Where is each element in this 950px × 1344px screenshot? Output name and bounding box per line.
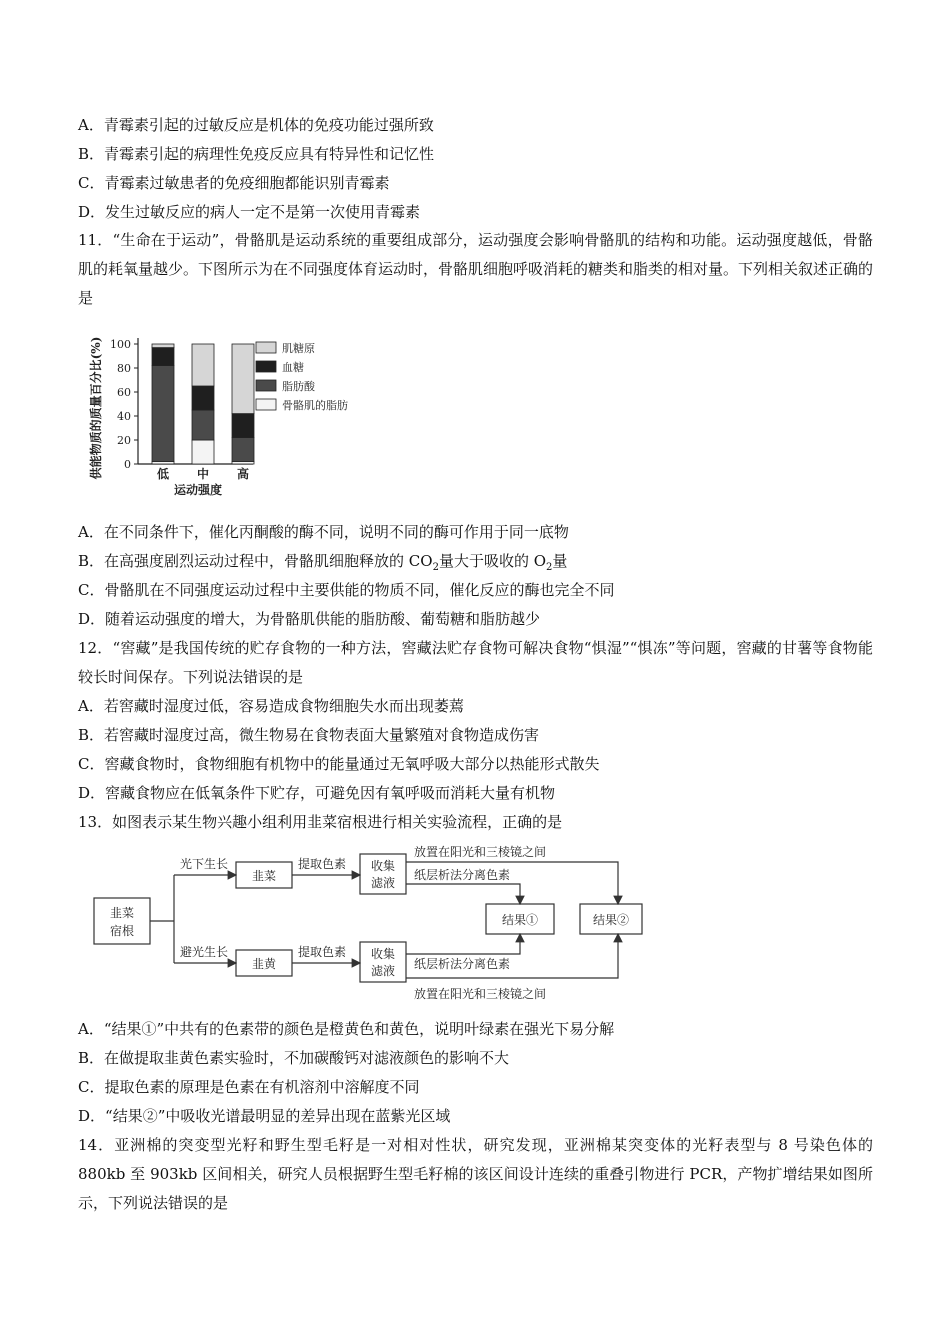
y-tick-label: 100: [110, 338, 131, 351]
y-axis-label: 供能物质的质量百分比(%): [89, 336, 103, 480]
bar-segment: [232, 438, 254, 462]
q11-option-d: D．随着运动强度的增大，为骨骼肌供能的脂肪酸、葡萄糖和脂肪越少: [78, 610, 541, 628]
y-tick-label: 20: [117, 434, 131, 447]
bar-segment: [192, 344, 214, 386]
bar-segment: [232, 414, 254, 438]
prism-top-label: 放置在阳光和三棱镜之间: [414, 845, 547, 859]
q11-option-a: A．在不同条件下，催化丙酮酸的酶不同，说明不同的酶可作用于同一底物: [78, 523, 569, 541]
q11-option-b-text-2: 量大于吸收的 O: [438, 552, 547, 570]
energy-substrate-chart: [78, 316, 378, 502]
result2-label: 结果②: [592, 913, 630, 927]
root-label-2: 宿根: [109, 924, 135, 938]
q12-option-b: B．若窖藏时湿度过高，微生物易在食物表面大量繁殖对食物造成伤害: [78, 726, 540, 744]
x-axis-label: 运动强度: [173, 483, 223, 497]
o2-subscript: 2: [546, 562, 553, 573]
legend-label: 血糖: [282, 361, 304, 374]
bar-segment: [232, 344, 254, 414]
q12-option-d: D．窖藏食物应在低氧条件下贮存，可避免因有氧呼吸而消耗大量有机物: [78, 784, 556, 802]
collect-bottom-label-1: 收集: [370, 947, 396, 961]
q11-option-b: [78, 551, 567, 571]
legend-label: 脂肪酸: [282, 380, 315, 393]
chromatography-top-label: 纸层析法分离色素: [414, 868, 511, 882]
q13-stem: 13．如图表示某生物兴趣小组利用韭菜宿根进行相关实验流程，正确的是: [78, 813, 563, 831]
q13-option-d: D．“结果②”中吸收光谱最明显的差异出现在蓝紫光区域: [78, 1107, 451, 1125]
top-branch-label: 光下生长: [180, 857, 229, 871]
legend-swatch: [256, 361, 276, 372]
bar-segment: [192, 440, 214, 464]
prism-bottom-label: 放置在阳光和三棱镜之间: [414, 987, 547, 1001]
legend-label: 肌糖原: [282, 342, 315, 355]
legend-swatch: [256, 342, 276, 353]
bar-segment: [152, 348, 174, 366]
flowchart-svg: [88, 842, 648, 1012]
bar-segment: [152, 366, 174, 462]
root-label-1: 韭菜: [109, 906, 135, 920]
q10-option-a: A．青霉素引起的过敏反应是机体的免疫功能过强所致: [78, 116, 434, 134]
result1-label: 结果①: [501, 913, 539, 927]
legend-swatch: [256, 399, 276, 410]
stacked-bar-chart: [78, 316, 378, 502]
x-tick-label: 低: [156, 467, 170, 481]
y-tick-label: 40: [117, 410, 131, 423]
x-tick-label: 高: [236, 467, 250, 481]
leek-label: 韭菜: [251, 869, 277, 883]
y-tick-label: 0: [124, 458, 131, 471]
q10-option-c: C．青霉素过敏患者的免疫细胞都能识别青霉素: [78, 174, 390, 192]
q13-option-c: C．提取色素的原理是色素在有机溶剂中溶解度不同: [78, 1078, 420, 1096]
y-tick-label: 60: [117, 386, 131, 399]
chromatography-bottom-label: 纸层析法分离色素: [414, 957, 511, 971]
q11-stem: 11．“生命在于运动”，骨骼肌是运动系统的重要组成部分，运动强度会影响骨骼肌的结构和功能。运动强度越低，骨骼肌的耗氧量越少。下图所示为在不同强度体育运动时，骨骼肌细胞呼吸消耗的糖类和脂类的相对量。下列相关叙述正确的是: [78, 231, 874, 307]
bar-segment: [192, 386, 214, 410]
q10-option-b: B．青霉素引起的病理性免疫反应具有特异性和记忆性: [78, 145, 435, 163]
extract-bottom-label: 提取色素: [298, 945, 347, 959]
q11-option-b-text-3: 量: [552, 552, 568, 570]
experiment-flowchart: [88, 842, 648, 1012]
q12-option-a: A．若窖藏时湿度过低，容易造成食物细胞失水而出现萎蔫: [78, 697, 464, 715]
bottom-branch-label: 避光生长: [180, 945, 229, 959]
yellow-leek-label: 韭黄: [251, 957, 277, 971]
collect-bottom-label-2: 滤液: [370, 964, 396, 978]
legend-label: 骨骼肌的脂肪: [282, 399, 348, 412]
q14-stem: 14．亚洲棉的突变型光籽和野生型毛籽是一对相对性状，研究发现，亚洲棉某突变体的光籽表型与 8 号染色体的 880kb 至 903kb 区间相关，研究人员根据野生型毛籽棉的该区间设计连续的重叠引物进行 PCR，产物扩增结果如图所示，下列说法错误的是: [78, 1136, 873, 1212]
extract-top-label: 提取色素: [298, 857, 347, 871]
bar-segment: [192, 410, 214, 440]
q12-stem: 12．“窖藏”是我国传统的贮存食物的一种方法，窖藏法贮存食物可解决食物“惧湿”“惧冻”等问题，窖藏的甘薯等食物能较长时间保存。下列说法错误的是: [78, 639, 873, 686]
q11-option-b-text-1: B．在高强度剧烈运动过程中，骨骼肌细胞释放的 CO: [78, 552, 433, 570]
q12-option-c: C．窖藏食物时，食物细胞有机物中的能量通过无氧呼吸大部分以热能形式散失: [78, 755, 600, 773]
q13-option-a: A．“结果①”中共有的色素带的颜色是橙黄色和黄色，说明叶绿素在强光下易分解: [78, 1020, 615, 1038]
y-tick-label: 80: [117, 362, 131, 375]
collect-top-label-1: 收集: [370, 859, 396, 873]
co2-subscript: 2: [432, 562, 439, 573]
bar-segment: [152, 344, 174, 348]
q13-option-b: B．在做提取韭黄色素实验时，不加碳酸钙对滤液颜色的影响不大: [78, 1049, 510, 1067]
q11-option-c: C．骨骼肌在不同强度运动过程中主要供能的物质不同，催化反应的酶也完全不同: [78, 581, 615, 599]
x-tick-label: 中: [196, 467, 210, 481]
legend-swatch: [256, 380, 276, 391]
q10-option-d: D．发生过敏反应的病人一定不是第一次使用青霉素: [78, 203, 421, 221]
collect-top-label-2: 滤液: [370, 876, 396, 890]
